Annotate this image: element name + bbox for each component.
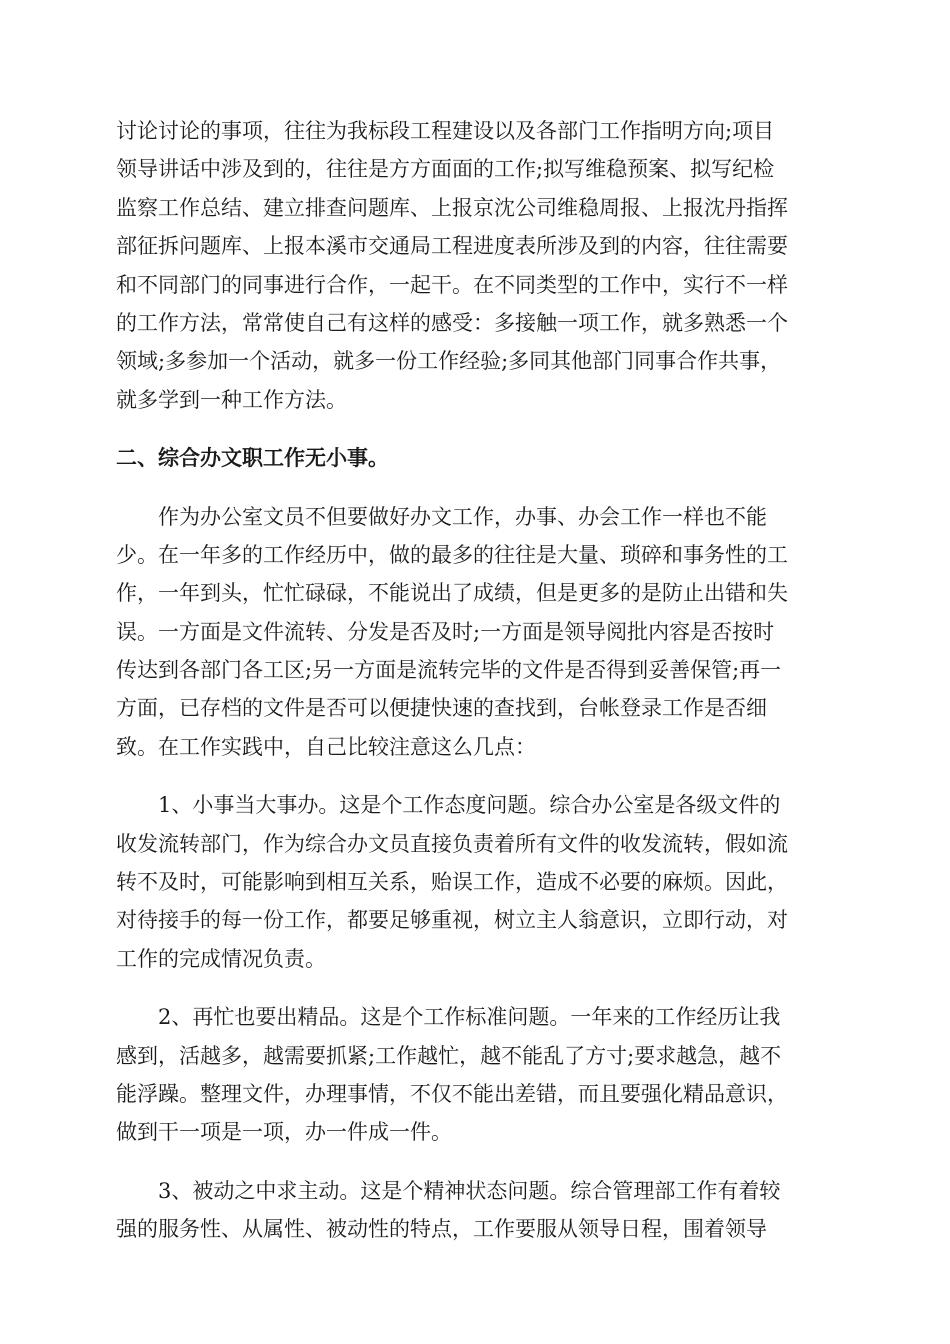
paragraph-spacer xyxy=(116,766,836,786)
text-line: 领导讲话中涉及到的，往往是方方面面的工作;拟写维稳预案、拟写纪检 xyxy=(116,157,775,182)
text-line: 作，一年到头，忙忙碌碌，不能说出了成绩，但是更多的是防止出错和失 xyxy=(116,581,788,606)
text-line: 2、再忙也要出精品。这是个工作标准问题。一年来的工作经历让我 xyxy=(116,1005,781,1030)
text-line: 转不及时，可能影响到相互关系，贻误工作，造成不必要的麻烦。因此， xyxy=(116,870,788,895)
paragraph-point-1 xyxy=(116,786,836,978)
text-line: 致。在工作实践中，自己比较注意这么几点： xyxy=(116,734,536,759)
section-heading: 二、综合办文职工作无小事。 xyxy=(116,446,389,471)
text-line: 的工作方法，常常使自己有这样的感受：多接触一项工作，就多熟悉一个 xyxy=(116,310,788,335)
text-line: 作为办公室文员不但要做好办文工作，办事、办会工作一样也不能 xyxy=(116,504,767,529)
text-line: 感到，活越多，越需要抓紧;工作越忙，越不能乱了方寸;要求越急，越不 xyxy=(116,1043,782,1068)
text-line: 讨论讨论的事项，往往为我标段工程建设以及各部门工作指明方向;项目 xyxy=(116,119,775,143)
paragraph-discussion-matters xyxy=(116,112,836,419)
text-line: 收发流转部门，作为综合办文员直接负责着所有文件的收发流转，假如流 xyxy=(116,831,788,856)
text-line: 方面，已存档的文件是否可以便捷快速的查找到，台帐登录工作是否细 xyxy=(116,696,767,721)
text-line: 监察工作总结、建立排查问题库、上报京沈公司维稳周报、上报沈丹指挥 xyxy=(116,195,788,220)
text-line: 能浮躁。整理文件，办理事情，不仅不能出差错，而且要强化精品意识， xyxy=(116,1081,788,1106)
paragraph-spacer xyxy=(116,478,836,498)
text-line: 少。在一年多的工作经历中，做的最多的往往是大量、琐碎和事务性的工 xyxy=(116,542,788,567)
text-line: 做到干一项是一项，办一件成一件。 xyxy=(116,1120,452,1145)
text-line: 部征拆问题库、上报本溪市交通局工程进度表所涉及到的内容，往往需要 xyxy=(116,234,788,259)
paragraph-point-2 xyxy=(116,998,836,1152)
text-line: 工作的完成情况负责。 xyxy=(116,946,326,971)
text-line: 强的服务性、从属性、被动性的特点，工作要服从领导日程，围着领导 xyxy=(116,1217,767,1242)
paragraph-office-clerk-work xyxy=(116,498,836,767)
text-line: 3、被动之中求主动。这是个精神状态问题。综合管理部工作有着较 xyxy=(116,1178,781,1203)
text-line: 误。一方面是文件流转、分发是否及时;一方面是领导阅批内容是否按时 xyxy=(116,619,775,644)
paragraph-spacer xyxy=(116,1152,836,1172)
text-line: 传达到各部门各工区;另一方面是流转完毕的文件是否得到妥善保管;再一 xyxy=(116,658,782,683)
text-line: 就多学到一种工作方法。 xyxy=(116,387,347,412)
paragraph-spacer xyxy=(116,419,836,439)
text-line: 1、小事当大事办。这是个工作态度问题。综合办公室是各级文件的 xyxy=(116,793,781,818)
document-body xyxy=(116,112,836,1249)
text-line: 领域;多参加一个活动，就多一份工作经验;多同其他部门同事合作共事， xyxy=(116,349,782,374)
text-line: 和不同部门的同事进行合作，一起干。在不同类型的工作中，实行不一样 xyxy=(116,272,788,297)
paragraph-spacer xyxy=(116,978,836,998)
paragraph-point-3 xyxy=(116,1172,836,1249)
text-line: 对待接手的每一份工作，都要足够重视，树立主人翁意识，立即行动，对 xyxy=(116,908,788,933)
